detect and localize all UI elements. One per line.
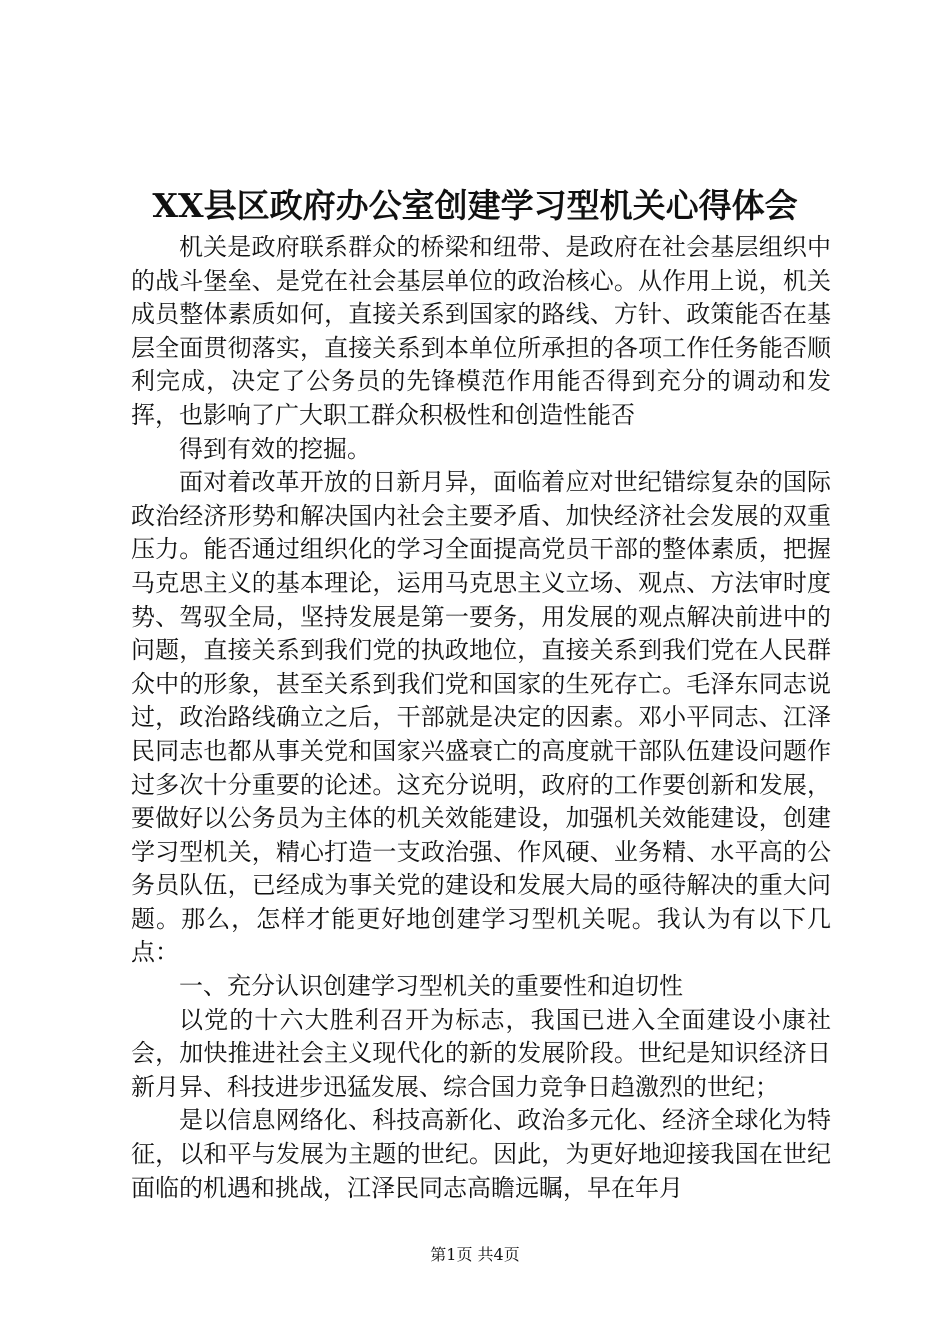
paragraph: 面对着改革开放的日新月异，面临着应对世纪错综复杂的国际政治经济形势和解决国内社会主要矛盾、加快经济社会发展的双重压力。能否通过组织化的学习全面提高党员干部的整体素质，把握马克思主义的基本理论，运用马克思主义立场、观点、方法审时度势、驾驭全局，坚持发展是第一要务，用发展的观点解决前进中的问题，直接关系到我们党的执政地位，直接关系到我们党在人民群众中的形象，甚至关系到我们党和国家的生死存亡。毛泽东同志说过，政治路线确立之后，干部就是决定的因素。邓小平同志、江泽民同志也都从事关党和国家兴盛衰亡的高度就干部队伍建设问题作过多次十分重要的论述。这充分说明，政府的工作要创新和发展，要做好以公务员为主体的机关效能建设，加强机关效能建设，创建学习型机关，精心打造一支政治强、作风硬、业务精、水平高的公务员队伍，已经成为事关党的建设和发展大局的亟待解决的重大问题。那么，怎样才能更好地创建学习型机关呢。我认为有以下几点： (131, 468, 831, 967)
paragraph: 机关是政府联系群众的桥梁和纽带、是政府在社会基层组织中的战斗堡垒、是党在社会基层单位的政治核心。从作用上说，机关成员整体素质如何，直接关系到国家的路线、方针、政策能否在基层全面贯彻落实，直接关系到本单位所承担的各项工作任务能否顺利完成，决定了公务员的先锋模范作用能否得到充分的调动和发挥，也影响了广大职工群众积极性和创造性能否 (131, 233, 831, 429)
section-heading: 一、充分认识创建学习型机关的重要性和迫切性 (179, 972, 683, 1001)
page-footer: 第1页 共4页 (430, 1245, 520, 1264)
document-title: XX县区政府办公室创建学习型机关心得体会 (152, 186, 798, 225)
paragraph: 以党的十六大胜利召开为标志，我国已进入全面建设小康社会，加快推进社会主义现代化的新的发展阶段。世纪是知识经济日新月异、科技进步迅猛发展、综合国力竞争日趋激烈的世纪； (131, 1005, 831, 1101)
paragraph: 得到有效的挖掘。 (179, 434, 371, 463)
document-body (131, 231, 831, 1205)
paragraph: 是以信息网络化、科技高新化、政治多元化、经济全球化为特征，以和平与发展为主题的世纪。因此，为更好地迎接我国在世纪面临的机遇和挑战，江泽民同志高瞻远瞩，早在年月 (131, 1106, 831, 1202)
